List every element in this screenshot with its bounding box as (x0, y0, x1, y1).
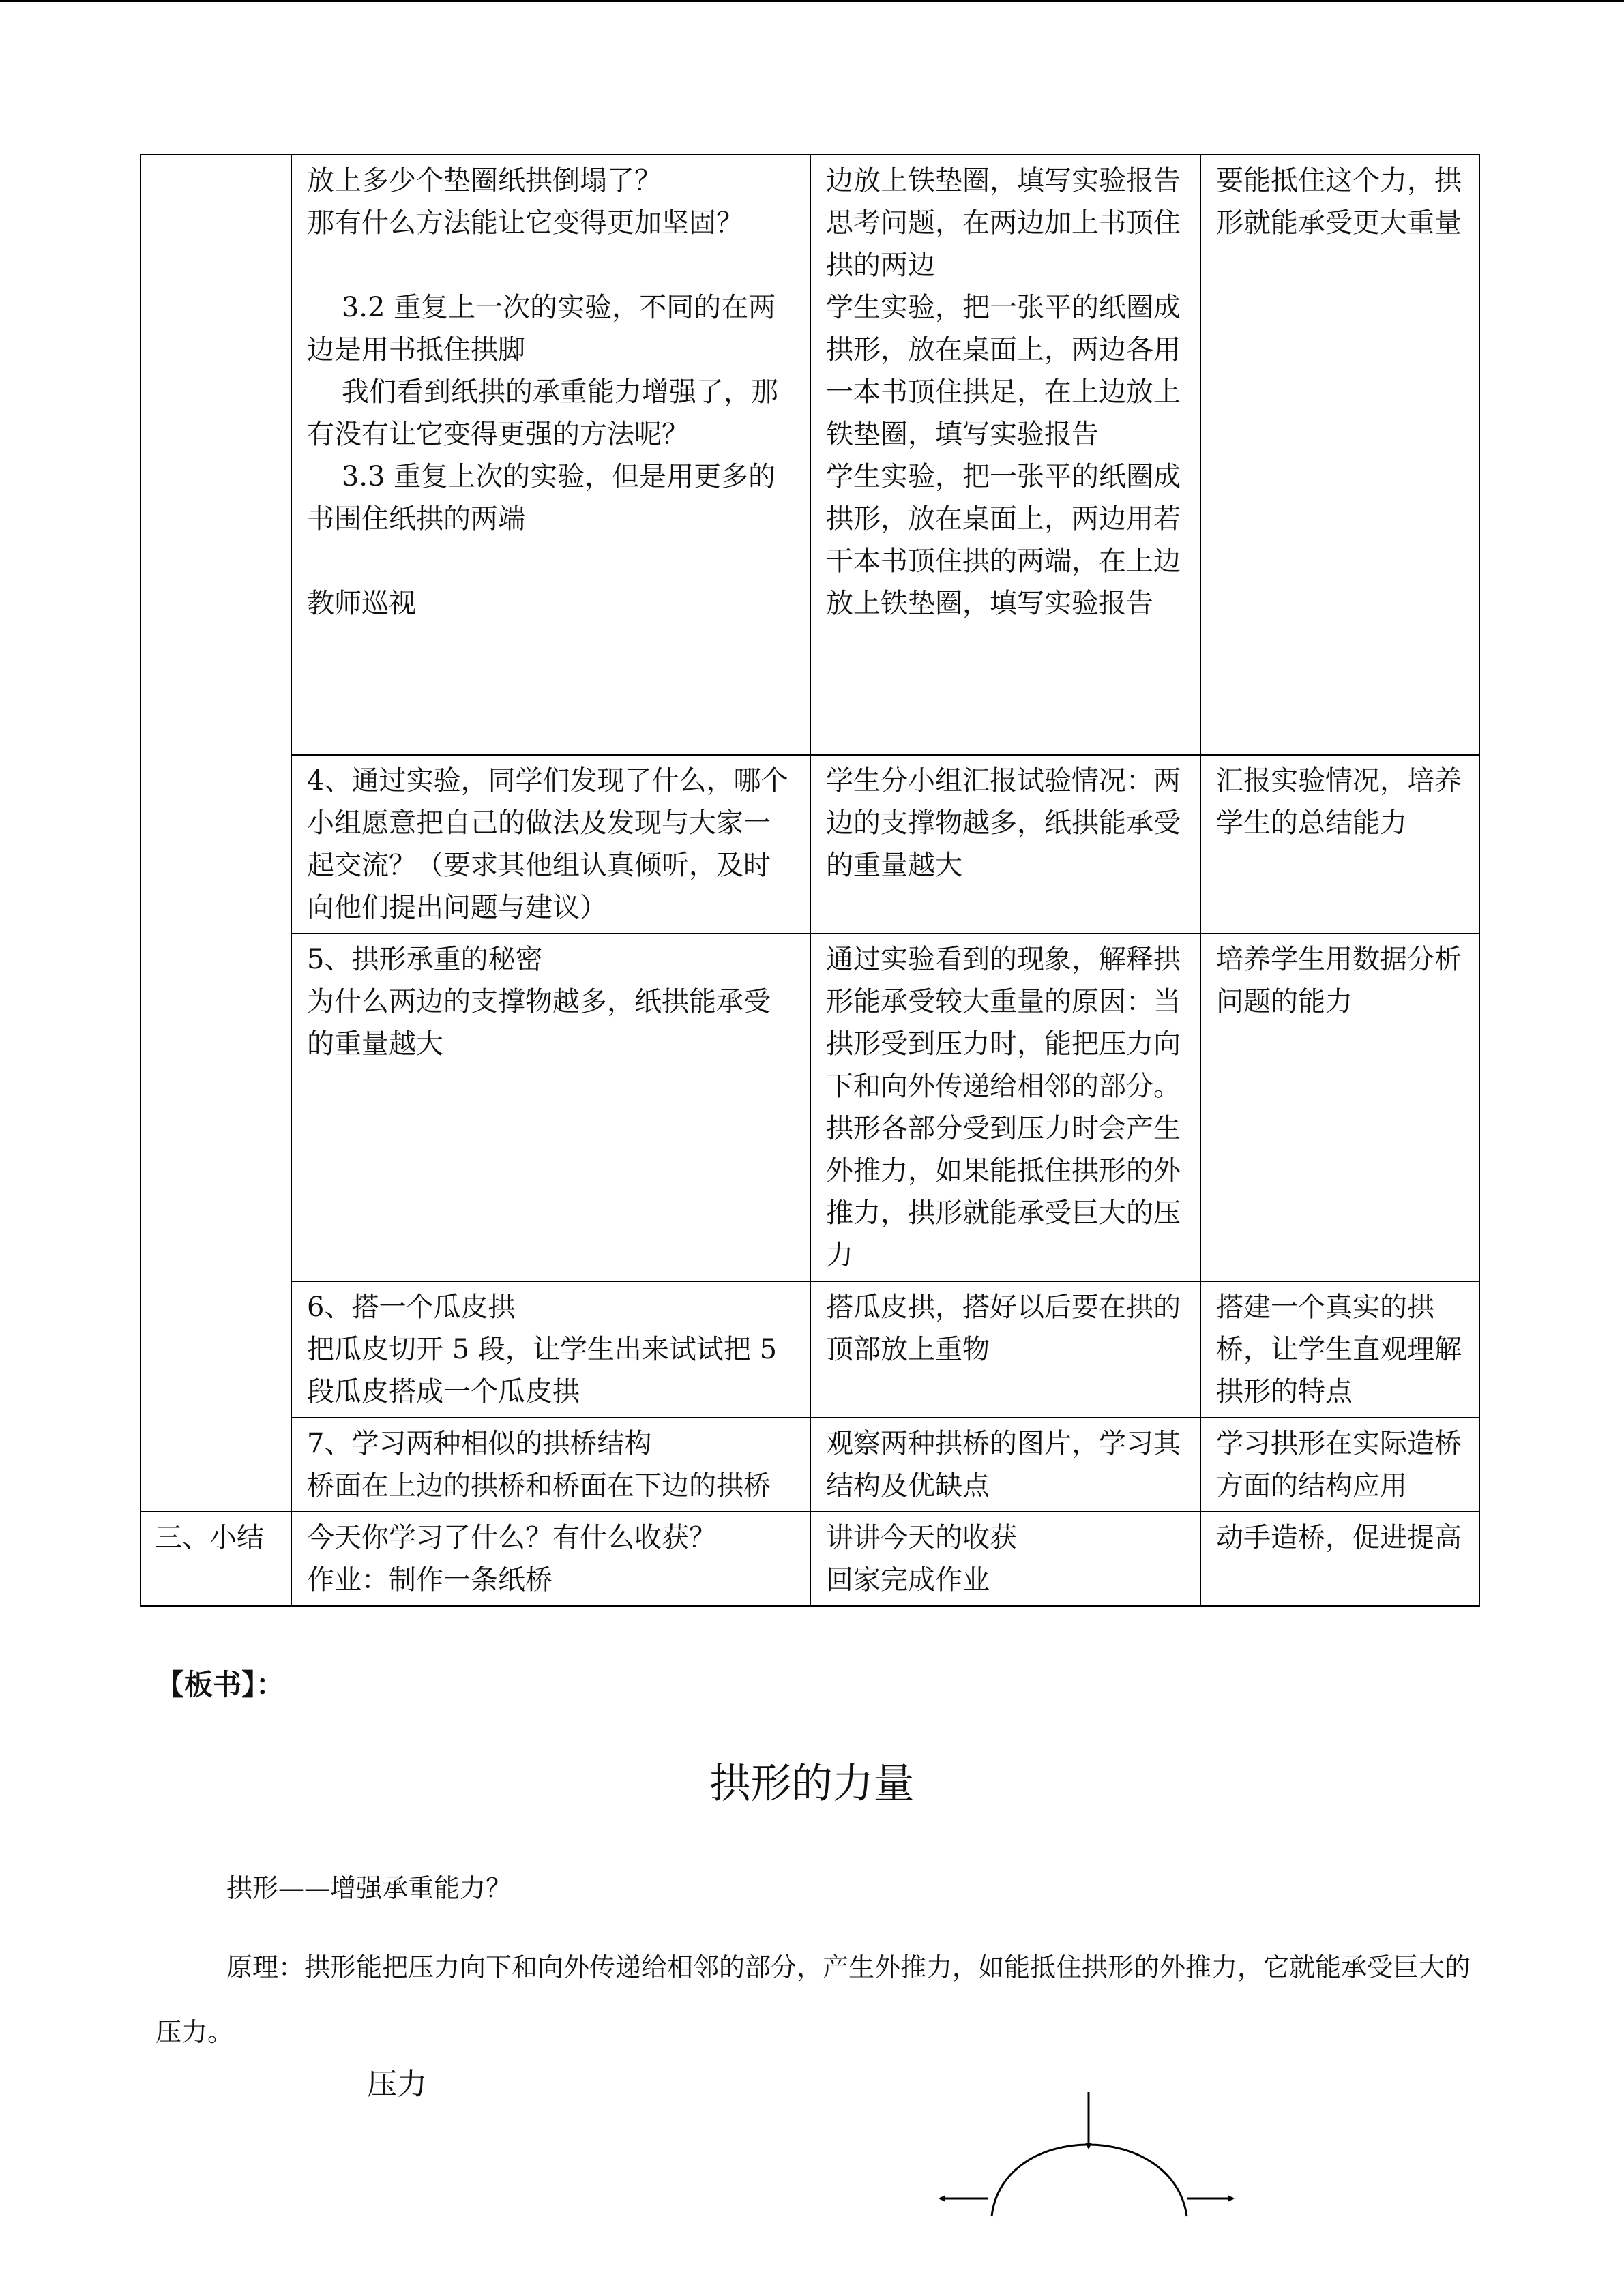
stage-cell (141, 155, 291, 1512)
board-line-arch: 拱形——增强承重能力？ (226, 1873, 512, 1903)
table-row (141, 934, 1479, 1281)
table-row (141, 1512, 1479, 1606)
diagram-label-pressure: 压力 (367, 2067, 427, 2102)
student-activity-cell: 讲讲今天的收获 回家完成作业 (810, 1512, 1200, 1606)
board-title: 拱形的力量 (709, 1760, 915, 1808)
teacher-activity-cell: 放上多少个垫圈纸拱倒塌了？ 那有什么方法能让它变得更加坚固？ 3.2 重复上一次的实验，不同的在两边是用书抵住拱脚 我们看到纸拱的承重能力增强了，那有没有让它变得更强的方法呢？ 3.3 重复上次的实验，但是用更多的书围住纸拱的两端 教师巡视 (291, 155, 810, 755)
table-row (141, 1281, 1479, 1418)
student-activity-cell: 边放上铁垫圈，填写实验报告 思考问题，在两边加上书顶住拱的两边 学生实验，把一张平的纸圈成拱形，放在桌面上，两边各用一本书顶住拱足，在上边放上铁垫圈，填写实验报告 学生实验，把一张平的纸圈成拱形，放在桌面上，两边用若干本书顶住拱的两端，在上边放上铁垫圈，填写实验报告 (810, 155, 1200, 755)
design-intent-cell: 搭建一个真实的拱桥，让学生直观理解拱形的特点 (1200, 1281, 1479, 1418)
table-row (141, 155, 1479, 755)
stage-cell: 三、小结 (141, 1512, 291, 1606)
design-intent-cell: 要能抵住这个力，拱形就能承受更大重量 (1200, 155, 1479, 755)
page-top-border (0, 0, 1624, 2)
teacher-activity-cell: 5、拱形承重的秘密 为什么两边的支撑物越多，纸拱能承受的重量越大 (291, 934, 810, 1281)
arch-force-diagram (928, 2080, 1255, 2296)
student-activity-cell: 观察两种拱桥的图片，学习其结构及优缺点 (810, 1418, 1200, 1512)
design-intent-cell: 汇报实验情况，培养学生的总结能力 (1200, 755, 1479, 934)
board-heading: 【板书】： (156, 1668, 285, 1701)
teacher-activity-cell: 6、搭一个瓜皮拱 把瓜皮切开 5 段，让学生出来试试把 5 段瓜皮搭成一个瓜皮拱 (291, 1281, 810, 1418)
board-line-principle: 原理：拱形能把压力向下和向外传递给相邻的部分，产生外推力，如能抵住拱形的外推力，它就能承受巨大的压力。 (156, 1952, 1471, 2047)
design-intent-cell: 学习拱形在实际造桥方面的结构应用 (1200, 1418, 1479, 1512)
teacher-activity-cell: 7、学习两种相似的拱桥结构 桥面在上边的拱桥和桥面在下边的拱桥 (291, 1418, 810, 1512)
student-activity-cell: 学生分小组汇报试验情况：两边的支撑物越多，纸拱能承受的重量越大 (810, 755, 1200, 934)
arch-curve (992, 2145, 1187, 2216)
student-activity-cell: 搭瓜皮拱，搭好以后要在拱的顶部放上重物 (810, 1281, 1200, 1418)
lesson-plan-table (140, 154, 1480, 1607)
teacher-activity-cell: 今天你学习了什么？有什么收获？ 作业：制作一条纸桥 (291, 1512, 810, 1606)
table-row (141, 1418, 1479, 1512)
teacher-activity-cell: 4、通过实验，同学们发现了什么，哪个小组愿意把自己的做法及发现与大家一起交流？（要求其他组认真倾听，及时向他们提出问题与建议） (291, 755, 810, 934)
table-row (141, 755, 1479, 934)
design-intent-cell: 动手造桥，促进提高 (1200, 1512, 1479, 1606)
student-activity-cell: 通过实验看到的现象，解释拱形能承受较大重量的原因：当拱形受到压力时，能把压力向下和向外传递给相邻的部分。拱形各部分受到压力时会产生外推力，如果能抵住拱形的外推力，拱形就能承受巨大的压力 (810, 934, 1200, 1281)
design-intent-cell: 培养学生用数据分析问题的能力 (1200, 934, 1479, 1281)
